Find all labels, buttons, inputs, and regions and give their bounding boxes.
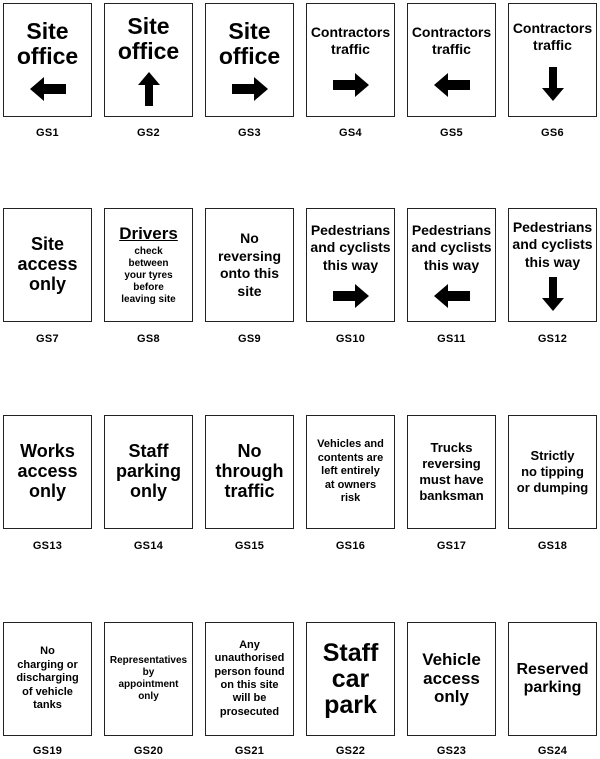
sign-code: GS23 xyxy=(436,745,467,757)
sign-code: GS2 xyxy=(137,127,160,139)
sign-gs22 xyxy=(306,622,395,736)
sign-code: GS19 xyxy=(32,745,63,757)
sign-code: GS5 xyxy=(440,127,463,139)
sign-code: GS22 xyxy=(335,745,366,757)
sign-gs14 xyxy=(104,415,193,529)
arrow-down-icon xyxy=(542,277,564,311)
arrow-right-icon xyxy=(333,73,369,97)
sign-text: Strictly no tipping or dumping xyxy=(516,447,589,496)
sign-gs11 xyxy=(407,208,496,322)
sign-code: GS15 xyxy=(234,540,265,552)
sign-text: Pedestrians and cyclists this way xyxy=(310,221,391,273)
arrow-right-icon xyxy=(232,77,268,101)
sign-gs3 xyxy=(205,3,294,117)
sign-text: Representatives by appointment only xyxy=(109,655,188,702)
sign-code: GS9 xyxy=(238,333,261,345)
sign-text: Any unauthorised person found on this site will be prosecuted xyxy=(214,638,285,718)
sign-gs9 xyxy=(205,208,294,322)
sign-gs17 xyxy=(407,415,496,529)
sign-gs13 xyxy=(3,415,92,529)
sign-gs6 xyxy=(508,3,597,117)
sign-code: GS8 xyxy=(137,333,160,345)
sign-gs18 xyxy=(508,415,597,529)
sign-code: GS24 xyxy=(537,745,568,757)
sign-code: GS1 xyxy=(36,127,59,139)
sign-gs16 xyxy=(306,415,395,529)
sign-text: Vehicle access only xyxy=(422,649,481,707)
sign-code: GS14 xyxy=(133,540,164,552)
sign-code: GS21 xyxy=(234,745,265,757)
sign-gs15 xyxy=(205,415,294,529)
sign-gs10 xyxy=(306,208,395,322)
sign-text: No reversing onto this site xyxy=(217,230,282,299)
sign-code: GS4 xyxy=(339,127,362,139)
sign-gs19 xyxy=(3,622,92,736)
sign-text: Contractors traffic xyxy=(310,23,391,57)
sign-text: Reserved parking xyxy=(516,660,589,696)
arrow-right-icon xyxy=(333,284,369,308)
sign-text: Works access only xyxy=(17,441,78,501)
sign-text: No through traffic xyxy=(215,441,284,501)
sign-gs12 xyxy=(508,208,597,322)
sign-heading: Drivers xyxy=(119,224,178,243)
sign-code: GS12 xyxy=(537,333,568,345)
arrow-up-icon xyxy=(138,72,160,106)
sign-text: Site office xyxy=(117,13,180,64)
sign-code: GS11 xyxy=(437,333,466,345)
sign-text: Site access only xyxy=(17,234,78,294)
sign-code: GS7 xyxy=(36,333,59,345)
sign-code: GS17 xyxy=(436,540,467,552)
sign-code: GS20 xyxy=(133,745,164,757)
sign-code: GS6 xyxy=(541,127,564,139)
sign-text: Staff parking only xyxy=(115,441,181,501)
sign-code: GS13 xyxy=(32,540,63,552)
sign-code: GS3 xyxy=(238,127,261,139)
sign-gs23 xyxy=(407,622,496,736)
sign-text: Vehicles and contents are left entirely at owners risk xyxy=(317,438,384,505)
arrow-left-icon xyxy=(434,73,470,97)
sign-text: Contractors traffic xyxy=(512,19,593,53)
arrow-down-icon xyxy=(542,67,564,101)
sign-text: check between your tyres before leaving site xyxy=(121,246,176,305)
sign-text: Site office xyxy=(218,18,281,69)
sign-gs8 xyxy=(104,208,193,322)
arrow-left-icon xyxy=(30,77,66,101)
sign-code: GS16 xyxy=(335,540,366,552)
sign-gs7 xyxy=(3,208,92,322)
sign-gs1 xyxy=(3,3,92,117)
arrow-left-icon xyxy=(434,284,470,308)
sign-text: Staff car park xyxy=(322,638,379,720)
sign-gs20 xyxy=(104,622,193,736)
sign-gs24 xyxy=(508,622,597,736)
sign-gs5 xyxy=(407,3,496,117)
sign-text: Pedestrians and cyclists this way xyxy=(411,221,492,273)
sign-text: Site office xyxy=(16,18,79,69)
sign-text: Contractors traffic xyxy=(411,23,492,57)
sign-text: Pedestrians and cyclists this way xyxy=(512,218,593,270)
sign-gs21 xyxy=(205,622,294,736)
sign-text: No charging or discharging of vehicle tanks xyxy=(16,645,79,712)
sign-gs2 xyxy=(104,3,193,117)
sign-gs4 xyxy=(306,3,395,117)
sign-text: Trucks reversing must have banksman xyxy=(419,439,484,504)
sign-code: GS10 xyxy=(335,333,366,345)
sign-code: GS18 xyxy=(537,540,568,552)
